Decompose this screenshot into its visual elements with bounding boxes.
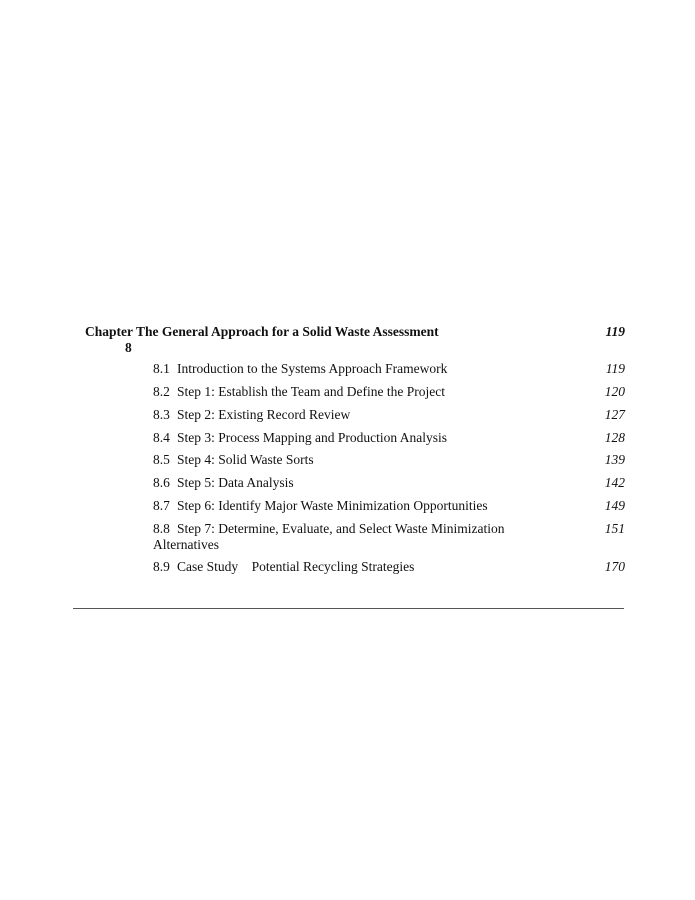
toc-entry (153, 559, 625, 575)
section-title: Case Study Potential Recycling Strategies (177, 559, 415, 574)
section-page-number: 170 (604, 559, 625, 574)
section-number: 8.4 (153, 430, 170, 445)
section-number: 8.1 (153, 361, 170, 376)
section-page-number: 149 (604, 498, 625, 513)
chapter-number: 8 (125, 340, 132, 355)
toc-entry (153, 498, 625, 514)
section-title: Step 3: Process Mapping and Production Analysis (177, 430, 447, 445)
section-page-number: 142 (604, 475, 625, 490)
section-number: 8.3 (153, 407, 170, 422)
section-page-number: 151 (604, 521, 625, 536)
section-number: 8.5 (153, 452, 170, 467)
section-page-number: 120 (604, 384, 625, 399)
section-title: Step 7: Determine, Evaluate, and Select Waste Minimization Alternatives (153, 521, 505, 552)
section-title: Step 5: Data Analysis (177, 475, 294, 490)
section-page-number: 127 (604, 407, 625, 422)
section-title: Step 6: Identify Major Waste Minimization Opportunities (177, 498, 488, 513)
chapter-word: Chapter (85, 324, 133, 339)
section-title: Step 2: Existing Record Review (177, 407, 351, 422)
section-number: 8.6 (153, 475, 170, 490)
toc-entry (153, 361, 625, 377)
section-number: 8.9 (153, 559, 170, 574)
section-number: 8.7 (153, 498, 170, 513)
toc-entry (153, 430, 625, 446)
section-number: 8.8 (153, 521, 170, 536)
section-page-number: 119 (605, 361, 625, 376)
chapter-title: The General Approach for a Solid Waste Assessment (136, 324, 439, 339)
toc-entry (153, 475, 625, 491)
chapter-page-number: 119 (605, 324, 625, 339)
section-title: Step 4: Solid Waste Sorts (177, 452, 314, 467)
toc-entry (153, 521, 625, 553)
section-title: Step 1: Establish the Team and Define the Project (177, 384, 445, 399)
section-page-number: 128 (604, 430, 625, 445)
toc-entry (153, 452, 625, 468)
horizontal-divider (73, 608, 624, 609)
section-number: 8.2 (153, 384, 170, 399)
section-page-number: 139 (604, 452, 625, 467)
section-title: Introduction to the Systems Approach Framework (177, 361, 448, 376)
toc-entry (153, 407, 625, 423)
toc-entry (153, 384, 625, 400)
